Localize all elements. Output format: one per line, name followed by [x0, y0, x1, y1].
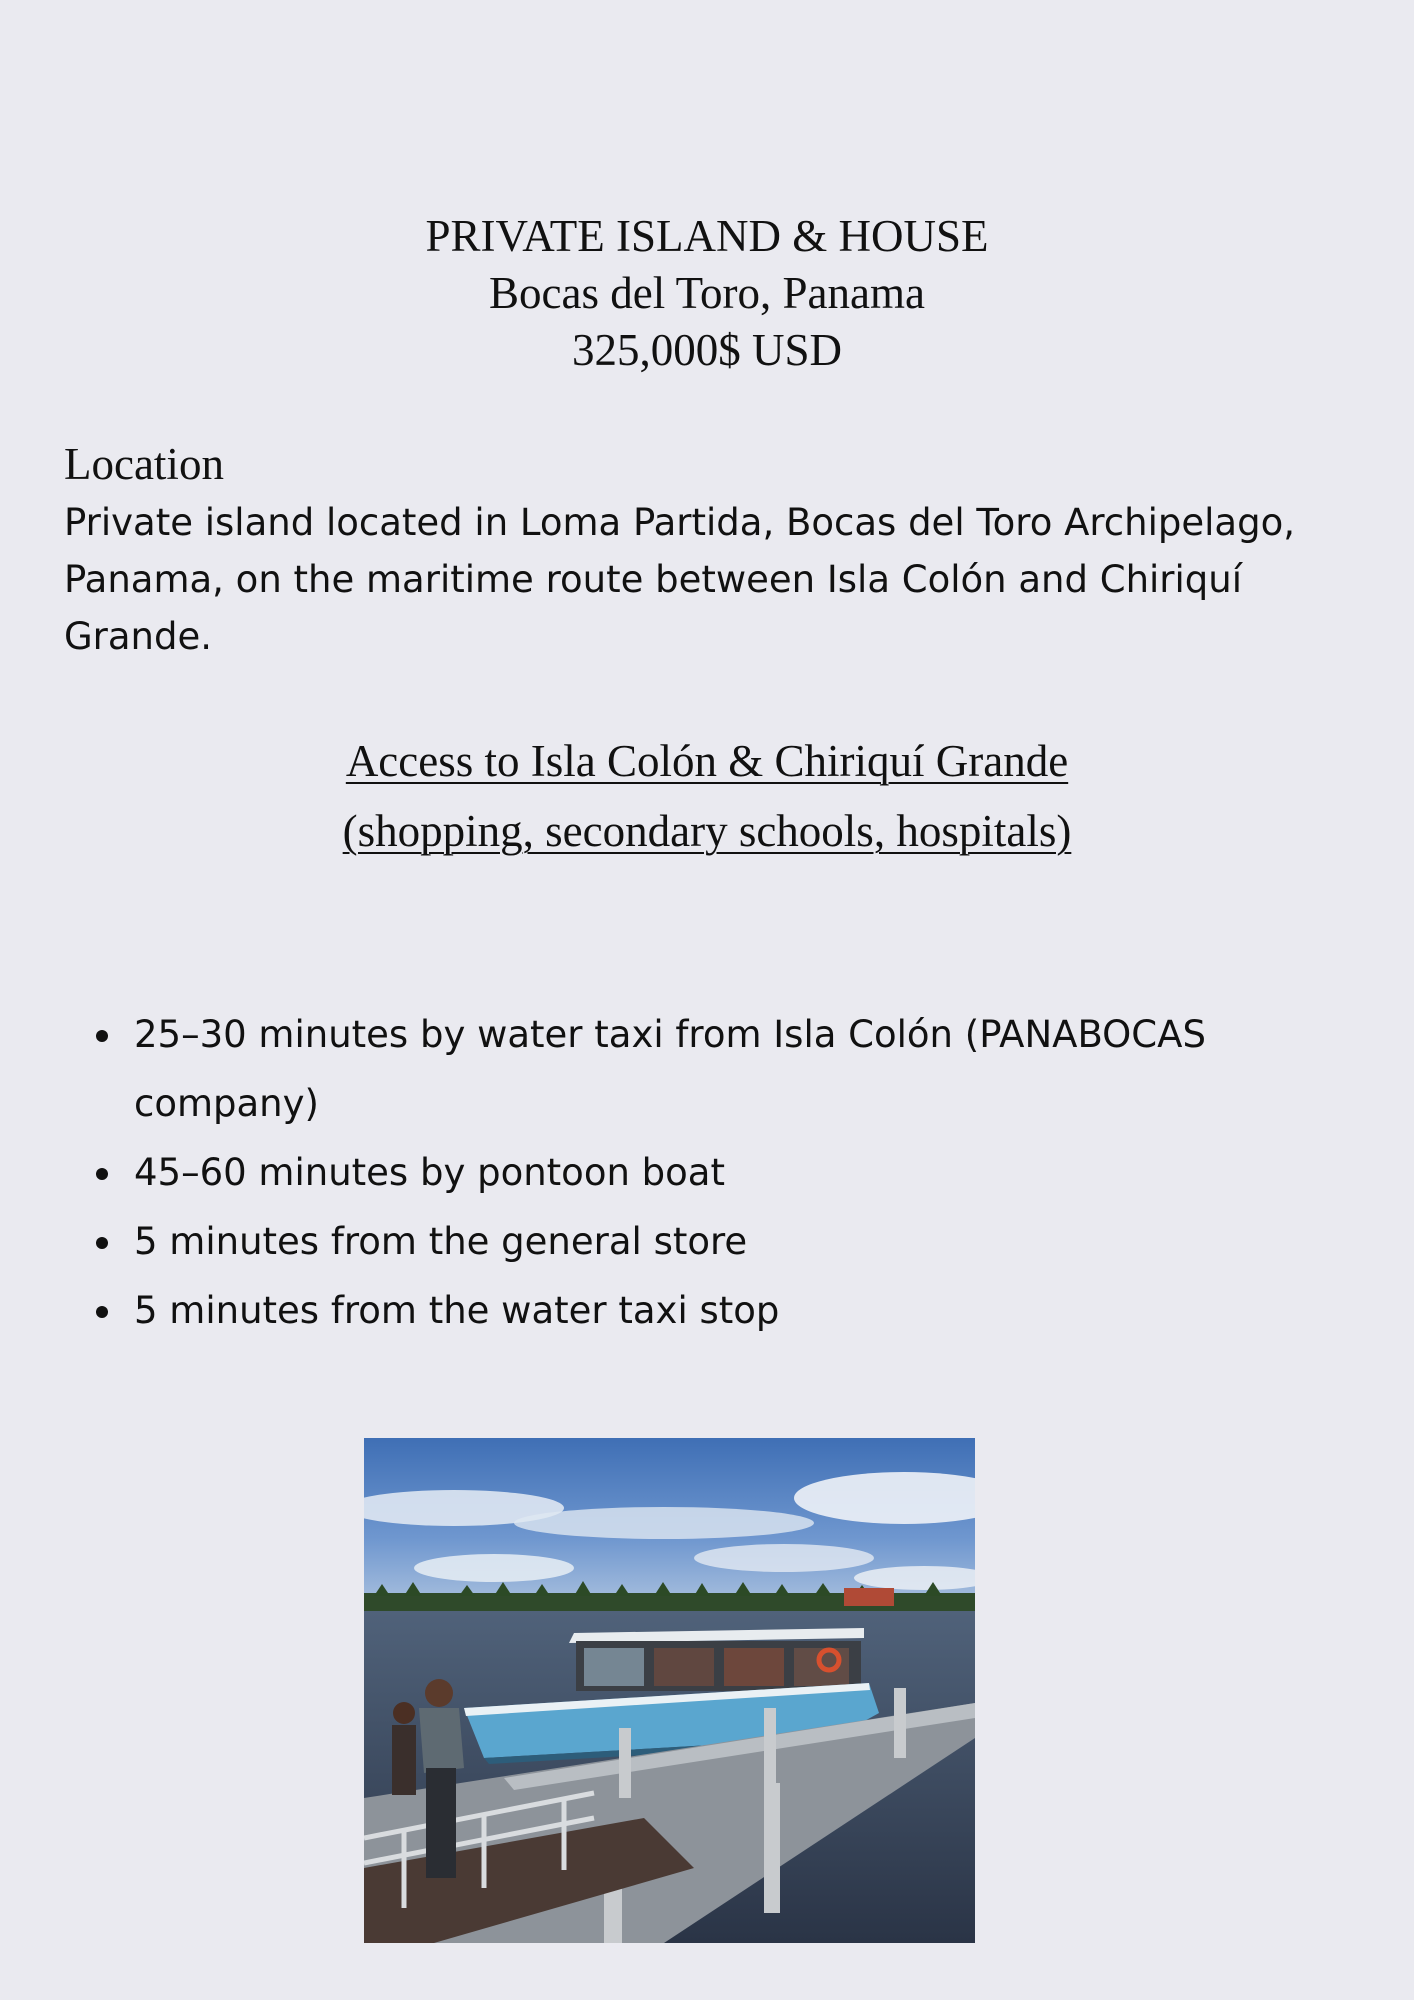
- access-heading-line2: (shopping, secondary schools, hospitals): [342, 806, 1072, 856]
- list-item: [92, 1000, 1342, 1138]
- list-item: [92, 1276, 1342, 1345]
- access-heading-line1: Access to Isla Colón & Chiriquí Grande: [345, 736, 1069, 786]
- listing-price: 325,000$ USD: [571, 325, 843, 375]
- location-description: Private island located in Loma Partida, Bocas del Toro Archipelago, Panama, on the maritime route between Isla Colón and Chiriquí Grande.: [64, 501, 1295, 658]
- access-times-list: [92, 1000, 1342, 1345]
- list-item-text: 5 minutes from the water taxi stop: [134, 1289, 780, 1332]
- list-item: [92, 1138, 1342, 1207]
- list-item-text: 45–60 minutes by pontoon boat: [134, 1151, 725, 1194]
- list-item-text: 25–30 minutes by water taxi from Isla Colón (PANABOCAS company): [134, 1013, 1206, 1125]
- listing-header: [0, 208, 1414, 379]
- bullet-icon: [96, 1237, 108, 1249]
- water-taxi-photo: [364, 1438, 975, 1943]
- bullet-icon: [96, 1306, 108, 1318]
- bullet-icon: [96, 1030, 108, 1042]
- bullet-icon: [96, 1168, 108, 1180]
- listing-title: PRIVATE ISLAND & HOUSE: [425, 211, 989, 261]
- location-heading: Location: [64, 439, 224, 489]
- list-item: [92, 1207, 1342, 1276]
- list-item-text: 5 minutes from the general store: [134, 1220, 748, 1263]
- access-heading: [0, 726, 1414, 866]
- listing-location: Bocas del Toro, Panama: [489, 268, 925, 318]
